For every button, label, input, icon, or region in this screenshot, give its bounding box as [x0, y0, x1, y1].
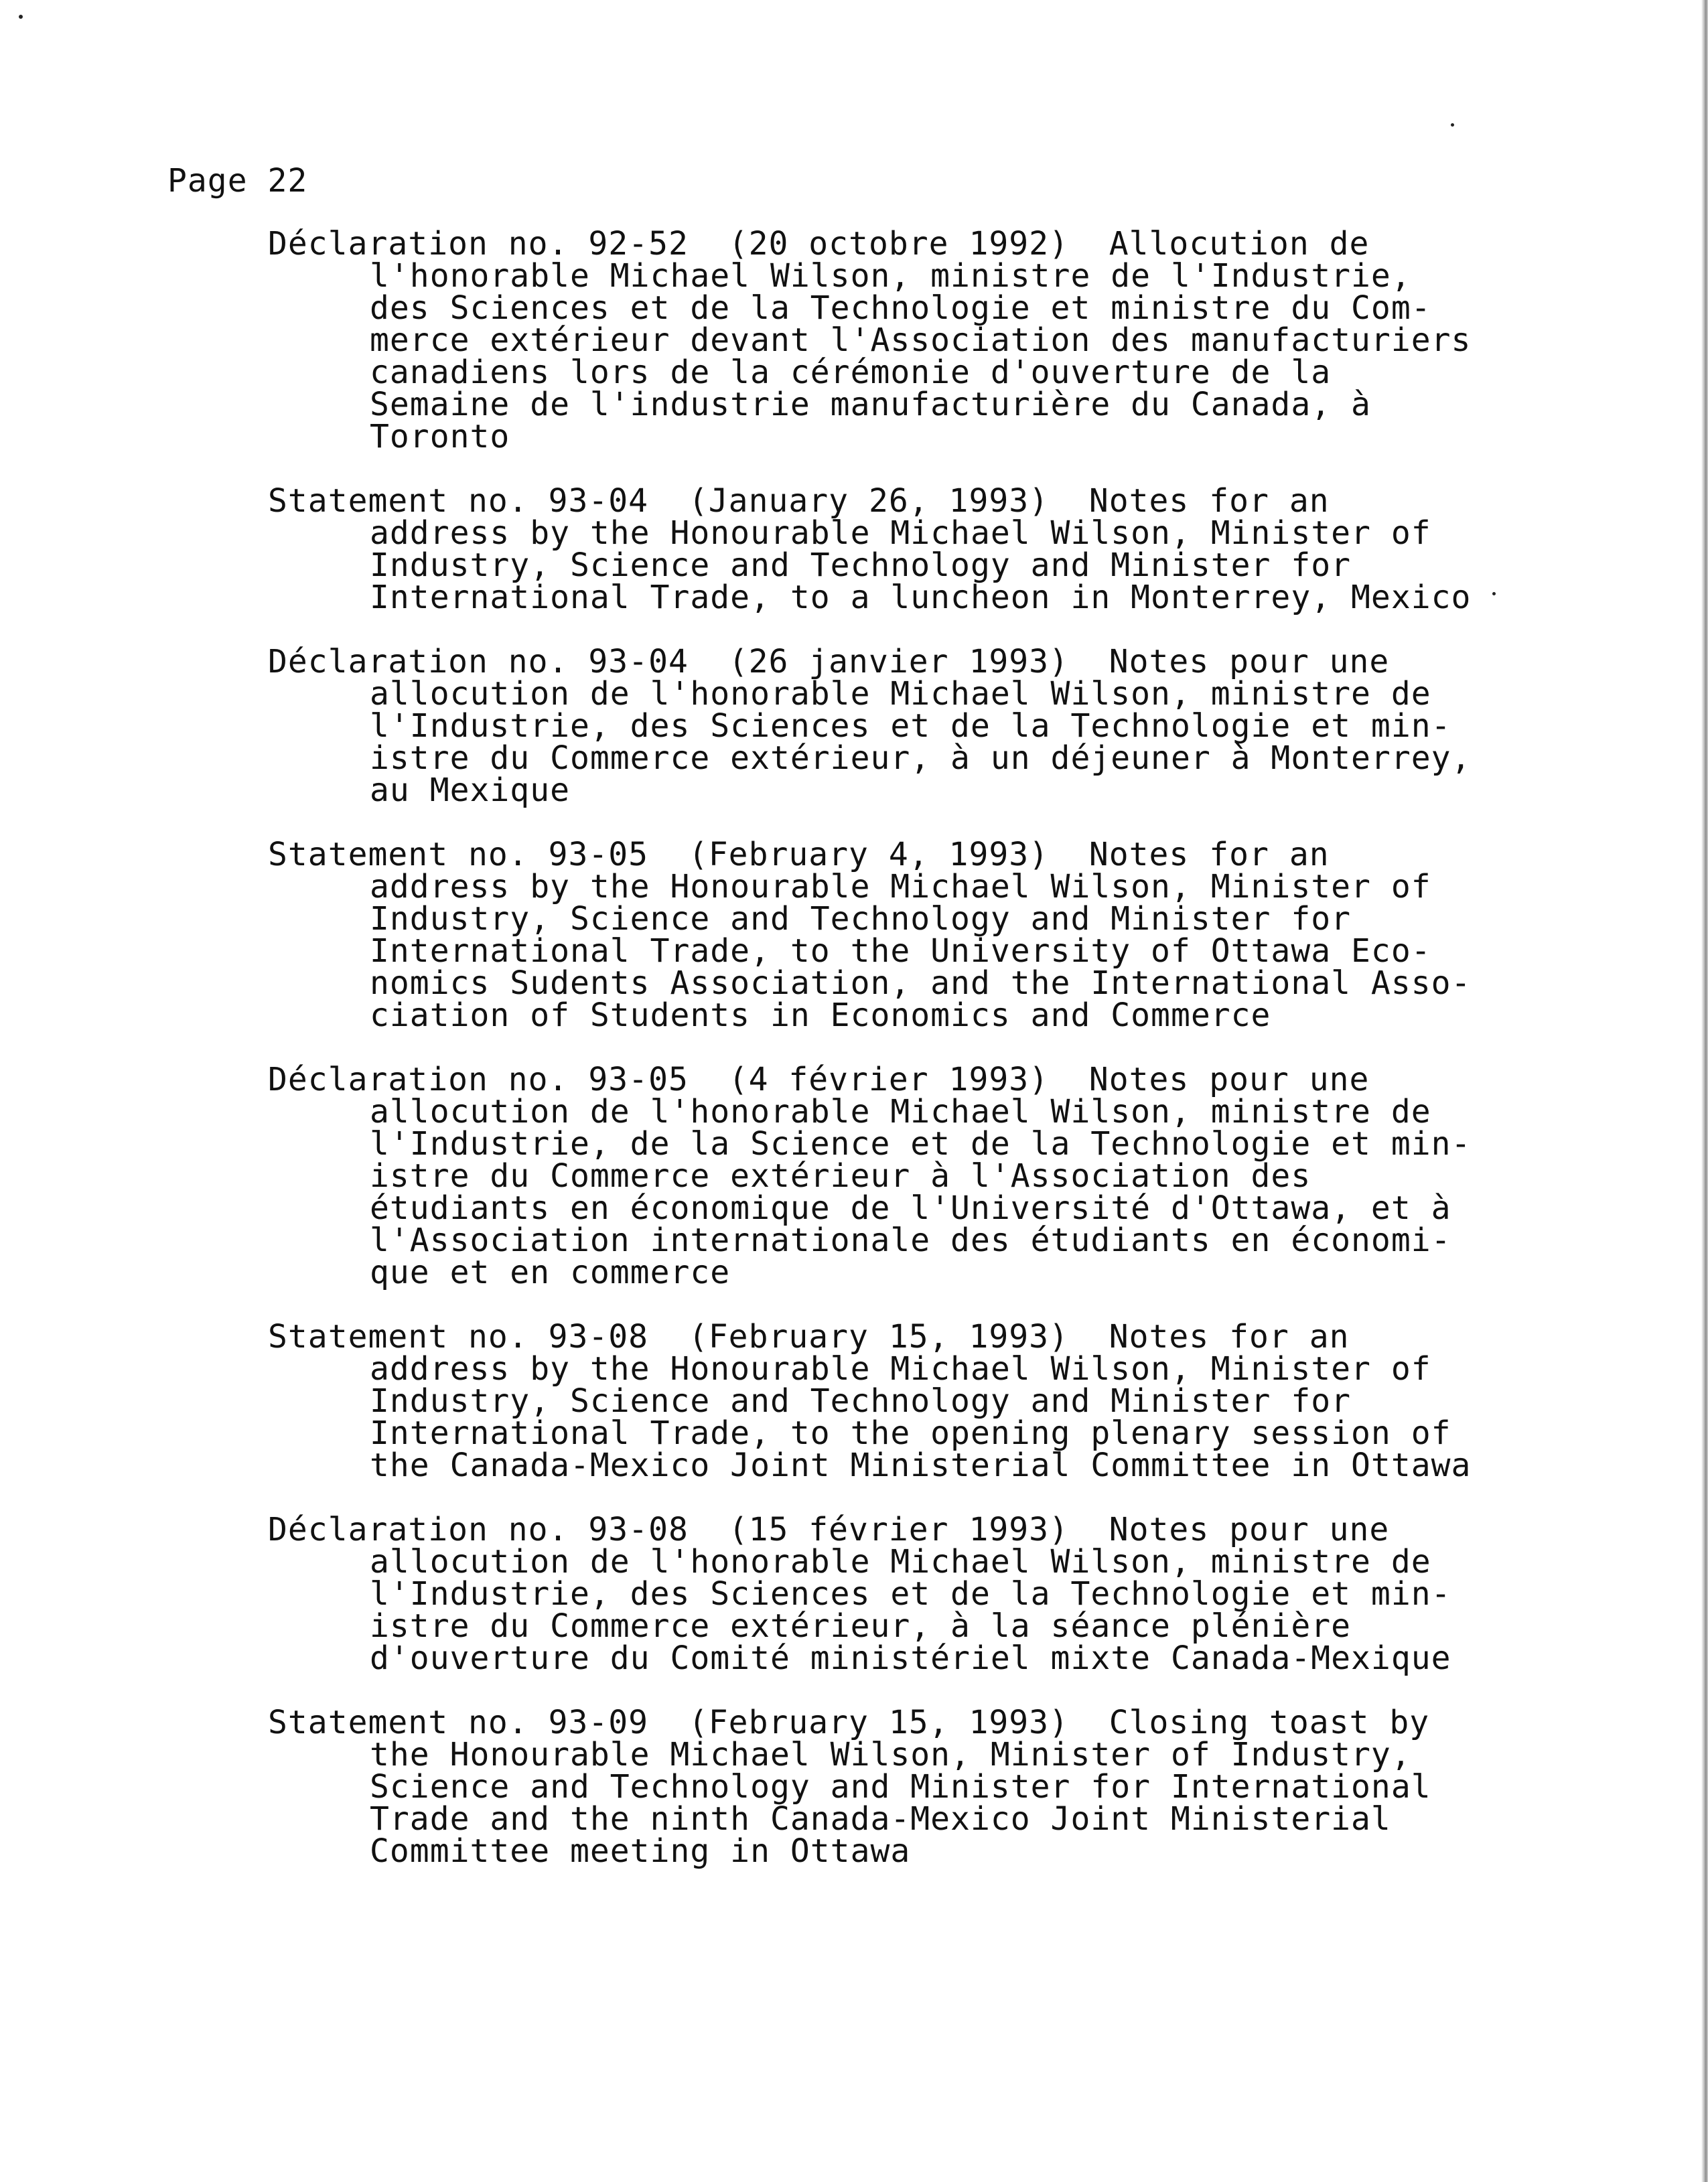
statement-text-line: l'Industrie, des Sciences et de la Technologie et min- [370, 1575, 1451, 1613]
statement-text-line: the Canada-Mexico Joint Ministerial Committee in Ottawa [370, 1447, 1472, 1484]
statement-text-line: allocution de l'honorable Michael Wilson, ministre de [370, 675, 1431, 713]
statement-text-line: International Trade, to a luncheon in Monterrey, Mexico [370, 579, 1472, 616]
statement-entry [268, 643, 1541, 809]
scan-speck [1451, 123, 1454, 127]
statement-heading-line: Déclaration no. 93-04 (26 janvier 1993) Notes pour une [268, 643, 1390, 680]
statement-text-line: allocution de l'honorable Michael Wilson, ministre de [370, 1093, 1431, 1131]
statement-heading-line: Déclaration no. 93-08 (15 février 1993) Notes pour une [268, 1511, 1390, 1548]
statement-entry [268, 1061, 1541, 1291]
statement-text-line: nomics Sudents Association, and the International Asso- [370, 964, 1472, 1002]
statement-heading-line: Statement no. 93-05 (February 4, 1993) Notes for an [268, 836, 1330, 873]
statement-text-line: International Trade, to the University of Ottawa Eco- [370, 932, 1431, 970]
statement-heading-line: Statement no. 93-09 (February 15, 1993) Closing toast by [268, 1704, 1430, 1741]
statement-heading-line: Statement no. 93-08 (February 15, 1993) Notes for an [268, 1318, 1350, 1356]
statement-text-line: Industry, Science and Technology and Minister for [370, 900, 1352, 938]
statement-heading-line: Déclaration no. 92-52 (20 octobre 1992) Allocution de [268, 225, 1370, 263]
scan-speck [19, 15, 23, 19]
statement-text-line: au Mexique [370, 772, 570, 809]
statement-entry [268, 225, 1541, 455]
statement-text-line: Industry, Science and Technology and Minister for [370, 547, 1352, 584]
statement-text-line: Toronto [370, 418, 510, 455]
statement-text-line: Science and Technology and Minister for International [370, 1768, 1431, 1806]
statement-entry [268, 1704, 1541, 1870]
statement-text-line: Trade and the ninth Canada-Mexico Joint Ministerial [370, 1800, 1391, 1838]
statement-entry [268, 1318, 1541, 1484]
statement-entry [268, 1511, 1541, 1677]
page-number: Page 22 [167, 162, 308, 200]
statement-text-line: istre du Commerce extérieur, à la séance plénière [370, 1607, 1352, 1645]
statement-text-line: address by the Honourable Michael Wilson, Minister of [370, 514, 1431, 552]
statement-text-line: l'Industrie, des Sciences et de la Technologie et min- [370, 707, 1451, 745]
statement-text-line: étudiants en économique de l'Université d'Ottawa, et à [370, 1189, 1451, 1227]
statement-text-line: istre du Commerce extérieur à l'Association des [370, 1157, 1311, 1195]
statement-text-line: que et en commerce [370, 1254, 731, 1291]
statement-heading-line: Déclaration no. 93-05 (4 février 1993) Notes pour une [268, 1061, 1370, 1098]
statement-text-line: d'ouverture du Comité ministériel mixte Canada-Mexique [370, 1640, 1451, 1677]
statement-heading-line: Statement no. 93-04 (January 26, 1993) Notes for an [268, 482, 1330, 520]
statement-text-line: l'Industrie, de la Science et de la Technologie et min- [370, 1125, 1472, 1163]
statement-entry [268, 482, 1541, 616]
statement-text-line: canadiens lors de la cérémonie d'ouverture de la [370, 354, 1332, 391]
statement-text-line: merce extérieur devant l'Association des manufacturiers [370, 321, 1472, 359]
statement-text-line: Committee meeting in Ottawa [370, 1832, 911, 1870]
statement-text-line: International Trade, to the opening plenary session of [370, 1414, 1451, 1452]
statement-text-line: address by the Honourable Michael Wilson, Minister of [370, 1350, 1431, 1388]
statement-text-line: ciation of Students in Economics and Commerce [370, 997, 1271, 1034]
statement-text-line: the Honourable Michael Wilson, Minister of Industry, [370, 1736, 1411, 1773]
statement-text-line: des Sciences et de la Technologie et ministre du Com- [370, 289, 1431, 327]
statement-text-line: Industry, Science and Technology and Minister for [370, 1382, 1352, 1420]
statement-text-line: Semaine de l'industrie manufacturière du Canada, à [370, 386, 1371, 423]
scan-edge-shadow [1701, 0, 1708, 2182]
statement-entry [268, 836, 1541, 1034]
statement-text-line: l'honorable Michael Wilson, ministre de l'Industrie, [370, 257, 1411, 295]
statement-list [167, 225, 1541, 1870]
document-page [167, 161, 1541, 1899]
statement-text-line: address by the Honourable Michael Wilson, Minister of [370, 868, 1431, 905]
statement-text-line: istre du Commerce extérieur, à un déjeuner à Monterrey, [370, 739, 1472, 777]
statement-text-line: allocution de l'honorable Michael Wilson, ministre de [370, 1543, 1431, 1581]
statement-text-line: l'Association internationale des étudiants en économi- [370, 1222, 1451, 1259]
